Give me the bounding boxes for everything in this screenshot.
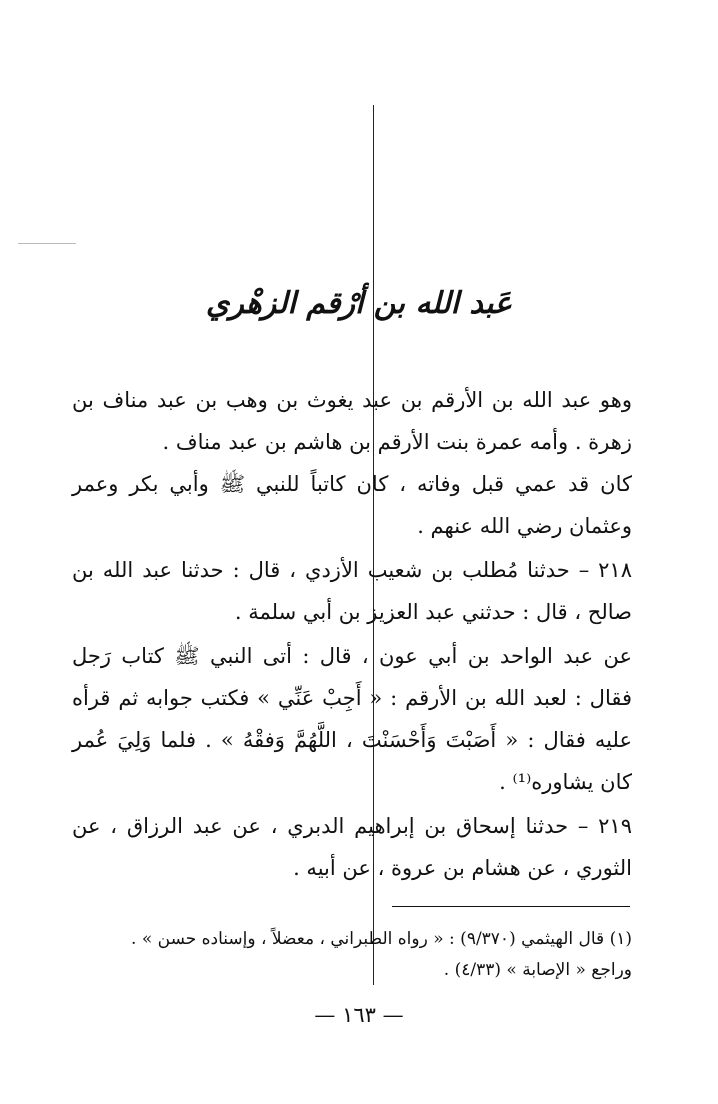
margin-mark bbox=[18, 243, 76, 244]
page-number: — ١٦٣ — bbox=[314, 1003, 404, 1027]
paragraph-2: كان قد عمي قبل وفاته ، كان كاتباً للنبي ﷺ وأبي بكر وعمر وعثمان رضي الله عنهم . bbox=[72, 472, 632, 538]
paragraph-1: وهو عبد الله بن الأرقم بن عبد يغوث بن وهب بن عبد مناف بن زهرة . وأمه عمرة بنت الأرقم بن هاشم بن عبد مناف . bbox=[72, 388, 632, 454]
chapter-title: عَبد الله بن أرْقم الزهْري bbox=[205, 286, 513, 321]
footnote-1: (١) قال الهيثمي (٩/٣٧٠) : « رواه الطبراني ، معضلاً ، وإسناده حسن » . bbox=[131, 929, 632, 949]
paragraph-3: ٢١٨ – حدثنا مُطلب بن شعيب الأزدي ، قال : حدثنا عبد الله بن صالح ، قال : حدثني عبد العزيز بن أبي سلمة . bbox=[72, 558, 632, 624]
footnote-2: وراجع « الإصابة » (٤/٣٣) . bbox=[443, 960, 632, 980]
paragraph-4: عن عبد الواحد بن أبي عون ، قال : أتى النبي ﷺ كتاب رَجل فقال : لعبد الله بن الأرقم : « أَجِبْ عَنِّي » فكتب جوابه ثم قرأه عليه فقال : « أَصَبْتَ وَأَحْسَنْتَ ، اللَّهُمَّ وَفقْهُ » . فلما وَلِيَ عُمر كان يشاوره⁽¹⁾ . bbox=[72, 644, 632, 794]
paragraph-5: ٢١٩ – حدثنا إسحاق بن إبراهيم الدبري ، عن عبد الرزاق ، عن الثوري ، عن هشام بن عروة ، عن أبيه . bbox=[72, 814, 632, 880]
footnote-rule bbox=[392, 906, 630, 907]
